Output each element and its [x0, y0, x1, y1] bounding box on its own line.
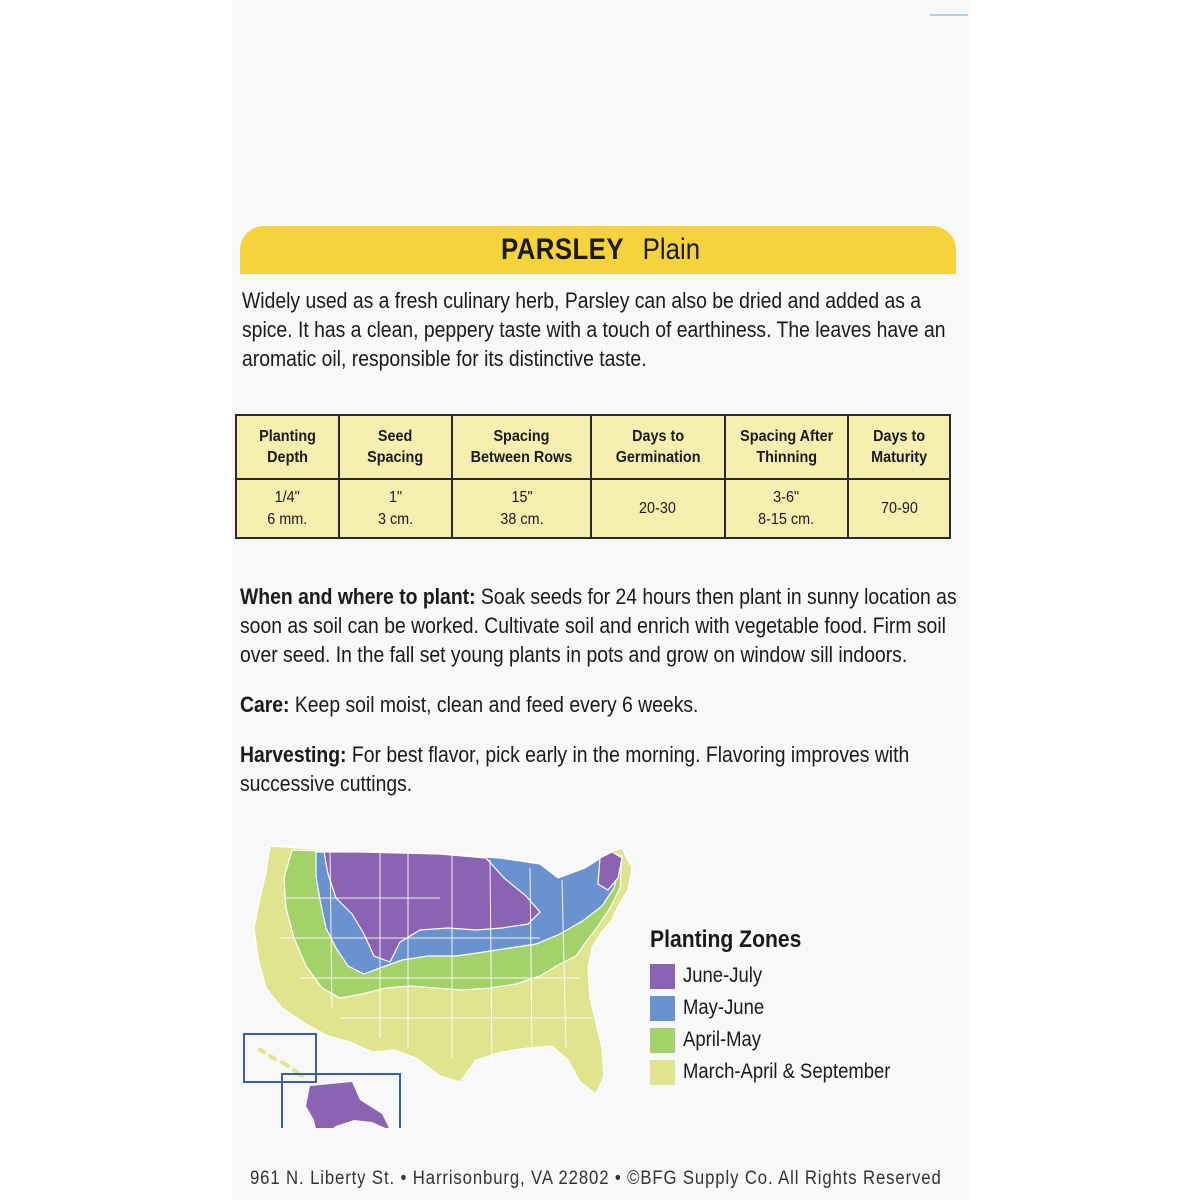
header-cell: Days to Maturity — [848, 415, 950, 479]
care-text: Keep soil moist, clean and feed every 6 weeks. — [289, 692, 699, 717]
header-cell: Days to Germination — [591, 415, 725, 479]
value-cell: 20-30 — [591, 479, 725, 538]
harvest-text: For best flavor, pick early in the morning. Flavoring improves with successive cuttings. — [240, 742, 910, 796]
growing-info-table — [235, 414, 951, 539]
table-header-row — [236, 415, 950, 479]
value-cell: 70-90 — [848, 479, 950, 538]
header-cell: Planting Depth — [236, 415, 339, 479]
legend-swatch — [650, 964, 675, 989]
when-label: When and where to plant: — [240, 584, 476, 609]
header-cell: Spacing After Thinning — [725, 415, 849, 479]
planting-zones-legend — [650, 926, 919, 1088]
planting-zones-map — [240, 838, 660, 1128]
alaska-shape — [306, 1082, 390, 1128]
legend-swatch — [650, 996, 675, 1021]
legend-item — [650, 992, 919, 1024]
when-text: Soak seeds for 24 hours then plant in sunny location as soon as soil can be worked. Cultivate soil and enrich with vegetable food. Firm soil over seed. In the fall set young plants in pots and grow on window sill indoors. — [240, 584, 957, 667]
value-cell: 15" 38 cm. — [452, 479, 591, 538]
product-variety: Plain — [642, 233, 701, 266]
care-paragraph — [240, 690, 957, 719]
legend-label: May-June — [683, 996, 765, 1019]
footer-address: 961 N. Liberty St. • Harrisonburg, VA 22802 • ©BFG Supply Co. All Rights Reserved — [250, 1168, 942, 1189]
when-where-paragraph — [240, 582, 957, 669]
legend-label: June-July — [683, 964, 763, 987]
legend-item — [650, 960, 919, 992]
value-cell: 3-6" 8-15 cm. — [725, 479, 849, 538]
care-label: Care: — [240, 692, 290, 717]
seed-packet-back — [232, 0, 969, 1200]
title-banner — [240, 226, 956, 274]
product-description: Widely used as a fresh culinary herb, Parsley can also be dried and added as a spice. It has a clean, peppery taste with a touch of earthiness. The leaves have an aromatic oil, responsible for its distinctive taste. — [242, 288, 946, 371]
header-cell: Spacing Between Rows — [452, 415, 591, 479]
value-cell: 1" 3 cm. — [339, 479, 453, 538]
legend-label: March-April & September — [683, 1060, 891, 1083]
harvesting-paragraph — [240, 740, 957, 798]
decorative-line — [930, 14, 968, 16]
legend-label: April-May — [683, 1028, 762, 1051]
legend-swatch — [650, 1060, 675, 1085]
product-name: PARSLEY — [501, 233, 625, 266]
legend-item — [650, 1056, 919, 1088]
header-cell: Seed Spacing — [339, 415, 453, 479]
harvest-label: Harvesting: — [240, 742, 347, 767]
value-cell: 1/4" 6 mm. — [236, 479, 339, 538]
table-value-row — [236, 479, 950, 538]
legend-swatch — [650, 1028, 675, 1053]
legend-title: Planting Zones — [650, 926, 802, 953]
legend-item — [650, 1024, 919, 1056]
